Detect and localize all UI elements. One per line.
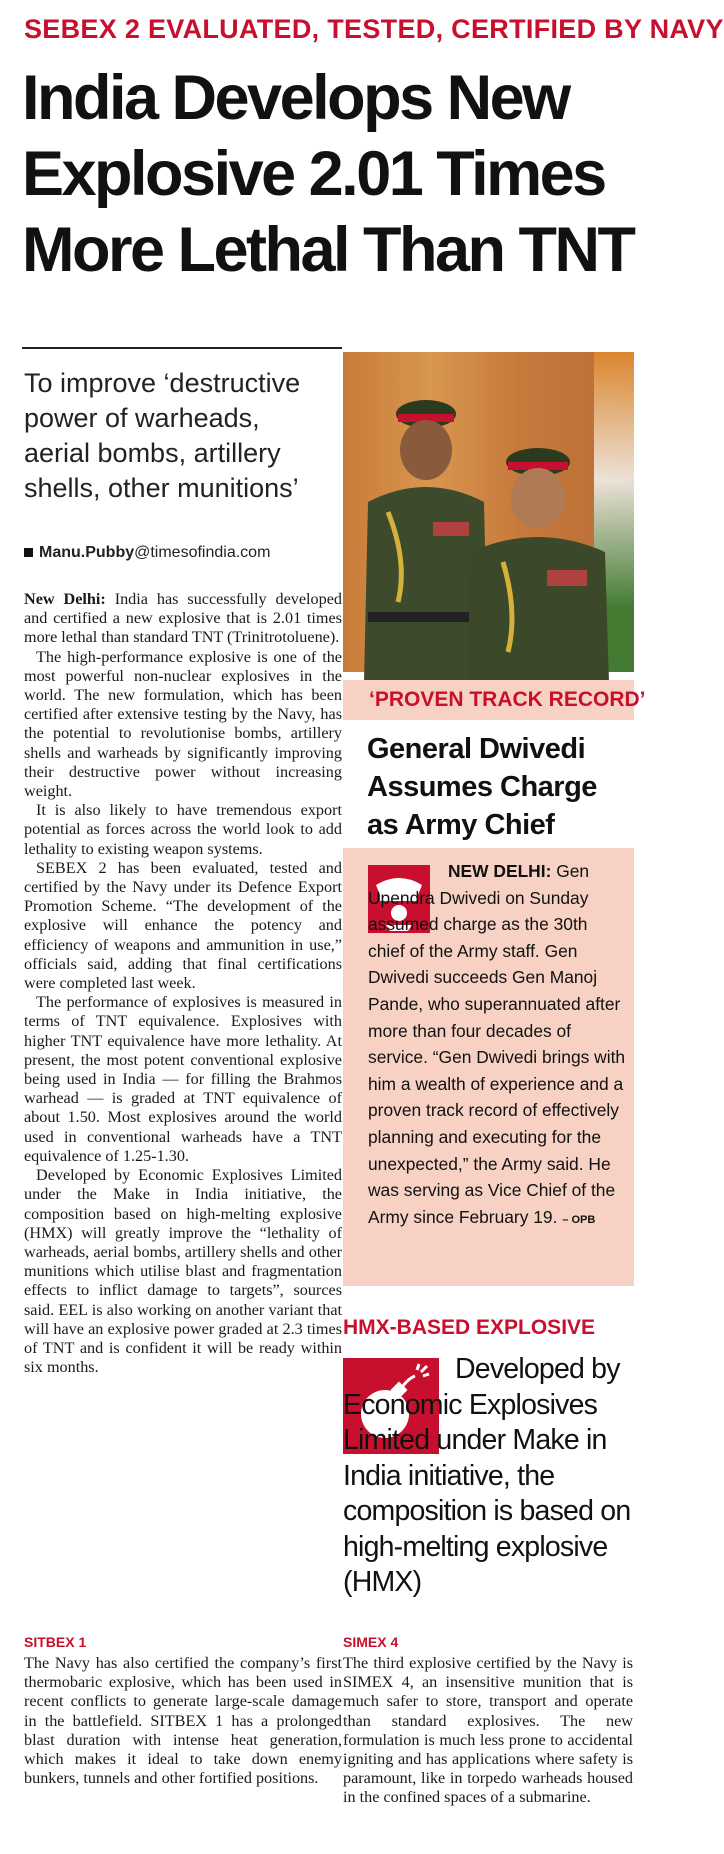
track-record-kicker-bar xyxy=(343,680,646,720)
army-chiefs-photo xyxy=(343,352,634,672)
byline xyxy=(24,544,342,562)
article-headline xyxy=(22,60,637,288)
hmx-callout xyxy=(343,1352,634,1601)
article-kicker: SEBEX 2 EVALUATED, TESTED, CERTIFIED BY NAVY xyxy=(24,14,724,44)
dateline: New Delhi: xyxy=(24,590,106,608)
hmx-kicker: HMX-BASED EXPLOSIVE xyxy=(343,1316,596,1339)
sitbex-paragraph: The Navy has also certified the company’s first thermobaric explosive, which has been used in recent conflicts to generate large-scale damage in the battlefield. SITBEX 1 has a prolonged blast duration with intense heat generation, which makes it ideal to take down enemy bunkers, tunnels and other fortified positions. xyxy=(24,1654,342,1788)
body-paragraph: The performance of explosives is measured in terms of TNT equivalence. Explosives with higher TNT equivalence have more lethality. At present, the most potent conventional explosive being used in India — for filling the Brahmos warhead — is graded at TNT equivalence of about 1.50. Most explosives around the world used in conventional warheads have a TNT equivalence of 1.25-1.30. xyxy=(24,993,342,1165)
body-paragraph: Developed by Economic Explosives Limited under the Make in India initiative, the composition based on high-melting explosive (HMX) will greatly improve the “lethality of warheads, aerial bombs, artillery shells and other munitions which utilise blast and fragmentation effects to inflict damage to targets”, sources said. EEL is also working on another variant that will have an explosive power graded at 2.3 times of TNT and is confident it will be ready within six months. xyxy=(24,1166,342,1377)
headline-line: as Army Chief xyxy=(367,809,555,841)
article-deck xyxy=(24,366,342,506)
track-record-kicker: ‘PROVEN TRACK RECORD’ xyxy=(369,688,646,711)
track-record-dateline: NEW DELHI: xyxy=(448,861,552,881)
track-record-text xyxy=(368,858,626,1233)
deck-line: To improve ‘destructive xyxy=(24,368,301,398)
body-paragraph xyxy=(24,590,342,648)
officer-figure-right xyxy=(463,442,613,682)
byline-author: Manu.Pubby xyxy=(39,544,135,561)
headline-line-2: Explosive 2.01 Times xyxy=(22,139,605,209)
byline-square-icon xyxy=(24,548,33,557)
deck-line: power of warheads, xyxy=(24,403,260,433)
track-record-signature: – OPB xyxy=(562,1213,596,1226)
paragraph-text: India has successfully developed and certified a new explosive that is 2.01 times more lethal than standard TNT (Trinitrotoluene). xyxy=(24,590,342,647)
simex-section xyxy=(343,1654,633,1808)
track-record-paragraph: Gen Upendra Dwivedi on Sunday assumed charge as the 30th chief of the Army staff. Gen Dwivedi succeeds Gen Manoj Pande, who superannuated after more than four decades of service. “Gen Dwivedi brings with him a wealth of experience and a proven track record of effectively planning and executing for the unexpected,” the Army said. He was serving as Vice Chief of the Army since February 19. xyxy=(368,861,626,1227)
track-record-box xyxy=(343,680,646,1288)
simex-paragraph: The third explosive certified by the Navy is SIMEX 4, an insensitive munition that is much safer to store, transport and operate than standard explosives. The new formulation is much less prone to accidental igniting and has applications where safety is paramount, like in torpedo warheads housed in the confined spaces of a submarine. xyxy=(343,1654,633,1807)
hmx-callout-text: Developed by Economic Explosives Limited under Make in India initiative, the composition is based on high-melting explosive (HMX) xyxy=(343,1353,631,1598)
headline-line-1: India Develops New xyxy=(22,63,569,133)
article-body xyxy=(24,590,342,1377)
headline-line: Assumes Charge xyxy=(367,771,597,803)
body-paragraph: SEBEX 2 has been evaluated, tested and certified by the Navy under its Defence Export Promotion Scheme. “The development of the explosive will enhance the potency and efficiency of weapons and ammunition in use,” officials said, adding that final certifications were completed last week. xyxy=(24,858,342,993)
body-paragraph: The high-performance explosive is one of the most powerful non-nuclear explosives in the world. The new formulation, which has been certified after extensive testing by the Navy, has the potential to revolutionise bombs, artillery shells and warheads by significantly improving their destructive power without increasing weight. xyxy=(24,647,342,801)
deck-rule xyxy=(22,347,342,349)
byline-domain: @timesofindia.com xyxy=(134,544,271,561)
body-paragraph: It is also likely to have tremendous export potential as forces across the world look to add lethality to existing weapon systems. xyxy=(24,801,342,858)
deck-line: shells, other munitions’ xyxy=(24,473,299,503)
simex-heading: SIMEX 4 xyxy=(343,1634,399,1650)
sitbex-heading: SITBEX 1 xyxy=(24,1634,87,1650)
sitbex-section xyxy=(24,1654,342,1788)
headline-line: General Dwivedi xyxy=(367,733,586,765)
headline-line-3: More Lethal Than TNT xyxy=(22,215,634,285)
track-record-body xyxy=(343,848,634,1286)
track-record-headline xyxy=(367,730,627,844)
deck-line: aerial bombs, artillery xyxy=(24,438,281,468)
